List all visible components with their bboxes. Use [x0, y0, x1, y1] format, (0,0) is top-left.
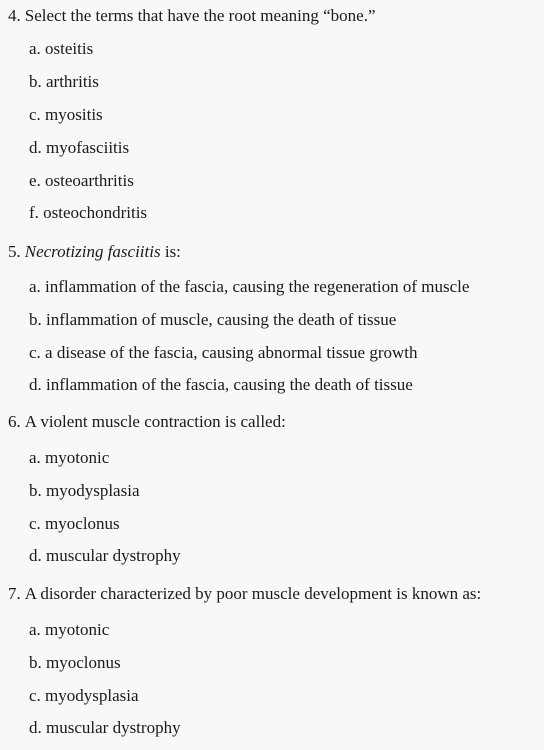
option-6d: d. muscular dystrophy — [29, 546, 181, 565]
question-number: 5. — [8, 242, 21, 261]
option-4d: d. myofasciitis — [29, 138, 130, 157]
question-prompt: A violent muscle contraction is called: — [24, 412, 286, 431]
option-7d: d. muscular dystrophy — [29, 718, 181, 737]
option-4e: e. osteoarthritis — [29, 171, 134, 190]
question-term: Necrotizing fasciitis — [24, 242, 161, 261]
option-5c: c. a disease of the fascia, causing abnormal tissue growth — [29, 343, 418, 362]
option-4c: c. myositis — [29, 105, 103, 124]
option-7c: c. myodysplasia — [29, 686, 139, 705]
question-5 — [8, 241, 181, 263]
question-number: 4. — [8, 6, 21, 25]
option-7a: a. myotonic — [29, 620, 110, 639]
option-4b: b. arthritis — [29, 72, 99, 91]
question-4 — [8, 5, 375, 27]
question-prompt: Select the terms that have the root meaning “bone.” — [24, 6, 376, 25]
option-5b: b. inflammation of muscle, causing the death of tissue — [29, 310, 397, 329]
question-prompt-rest: is: — [160, 242, 181, 261]
option-5d: d. inflammation of the fascia, causing the death of tissue — [29, 375, 413, 394]
option-6b: b. myodysplasia — [29, 481, 140, 500]
option-6a: a. myotonic — [29, 448, 110, 467]
question-number: 6. — [8, 412, 21, 431]
option-5a: a. inflammation of the fascia, causing the regeneration of muscle — [29, 277, 470, 296]
question-prompt: A disorder characterized by poor muscle development is known as: — [24, 584, 482, 603]
option-6c: c. myoclonus — [29, 514, 120, 533]
option-7b: b. myoclonus — [29, 653, 121, 672]
question-number: 7. — [8, 584, 21, 603]
question-6 — [8, 411, 286, 433]
option-4f: f. osteochondritis — [29, 203, 148, 222]
question-7 — [8, 583, 481, 605]
option-4a: a. osteitis — [29, 39, 94, 58]
